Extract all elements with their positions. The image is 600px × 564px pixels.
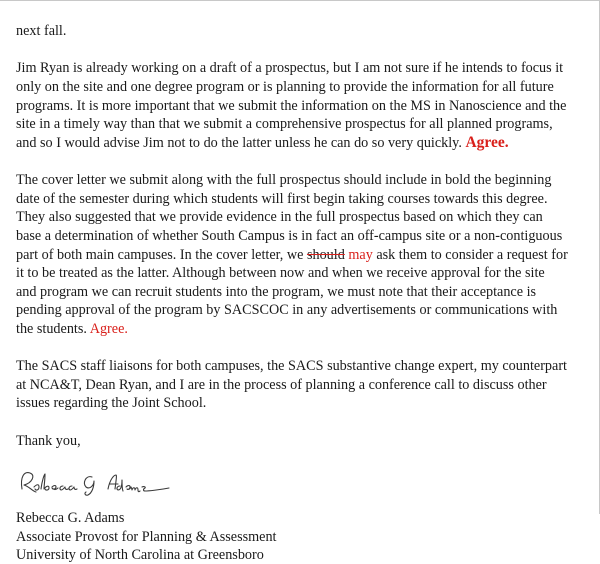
page-top-border xyxy=(0,0,600,1)
signature-block xyxy=(16,509,591,564)
agree-annotation: Agree. xyxy=(465,133,509,151)
text-line-with-edit xyxy=(16,246,591,265)
text-line: at NCA&T, Dean Ryan, and I are in the process of planning a conference call to discuss other xyxy=(16,376,547,393)
paragraph-cover-letter xyxy=(16,171,591,338)
text-run: ask them to consider a request for xyxy=(372,246,568,263)
text-line: issues regarding the Joint School. xyxy=(16,395,207,412)
text-line: Jim Ryan is already working on a draft of a prospectus, but I am not sure if he intends to focus it xyxy=(16,60,564,77)
letter-body xyxy=(16,22,591,564)
text-line: next fall. xyxy=(16,23,67,39)
text-line: programs. It is more important that we submit the information on the MS in Nanoscience and the xyxy=(16,97,567,114)
text-line: The cover letter we submit along with the full prospectus should include in bold the beginning xyxy=(16,172,552,189)
text-line xyxy=(16,320,591,339)
text-run: and so I would advise Jim not to do the latter unless he can do so very quickly. xyxy=(16,134,466,151)
signer-institution: University of North Carolina at Greensboro xyxy=(16,547,264,564)
signature-scribble xyxy=(16,465,176,499)
text-run: part of both main campuses. In the cover letter, we xyxy=(16,246,307,263)
text-line: only on the site and one degree program or is planning to provide the information for all future xyxy=(16,78,554,95)
paragraph-prospectus xyxy=(16,59,591,152)
text-line: pending approval of the program by SACSCOC in any advertisements or communications with xyxy=(16,302,558,319)
handwritten-signature xyxy=(16,463,591,507)
closing xyxy=(16,432,591,451)
text-line: base a determination of whether South Campus is in fact an off-campus site or a non-contiguous xyxy=(16,227,563,244)
text-line: They also suggested that we provide evidence in the full prospectus based on which they can xyxy=(16,209,543,226)
signer-title: Associate Provost for Planning & Assessment xyxy=(16,528,277,545)
opening-line xyxy=(16,22,591,41)
text-line: it to be treated as the latter. Although between now and when we receive approval for the site xyxy=(16,265,545,282)
text-run: the students. xyxy=(16,320,90,337)
text-line: The SACS staff liaisons for both campuses, the SACS substantive change expert, my counterpart xyxy=(16,358,567,375)
closing-text: Thank you, xyxy=(16,432,81,449)
signer-name: Rebecca G. Adams xyxy=(16,510,125,527)
inserted-word: may xyxy=(344,246,373,263)
struck-word: should xyxy=(306,246,345,263)
text-line: and program we can recruit students into the program, we must note that their acceptance is xyxy=(16,283,537,300)
paragraph-conference-call xyxy=(16,357,591,413)
text-line: site in a timely way than that we submit a comprehensive prospectus for all planned programs, xyxy=(16,116,553,133)
text-line: date of the semester during which students will first begin taking courses towards this degree. xyxy=(16,190,548,207)
agree-annotation: Agree. xyxy=(89,320,128,337)
text-line xyxy=(16,134,591,153)
